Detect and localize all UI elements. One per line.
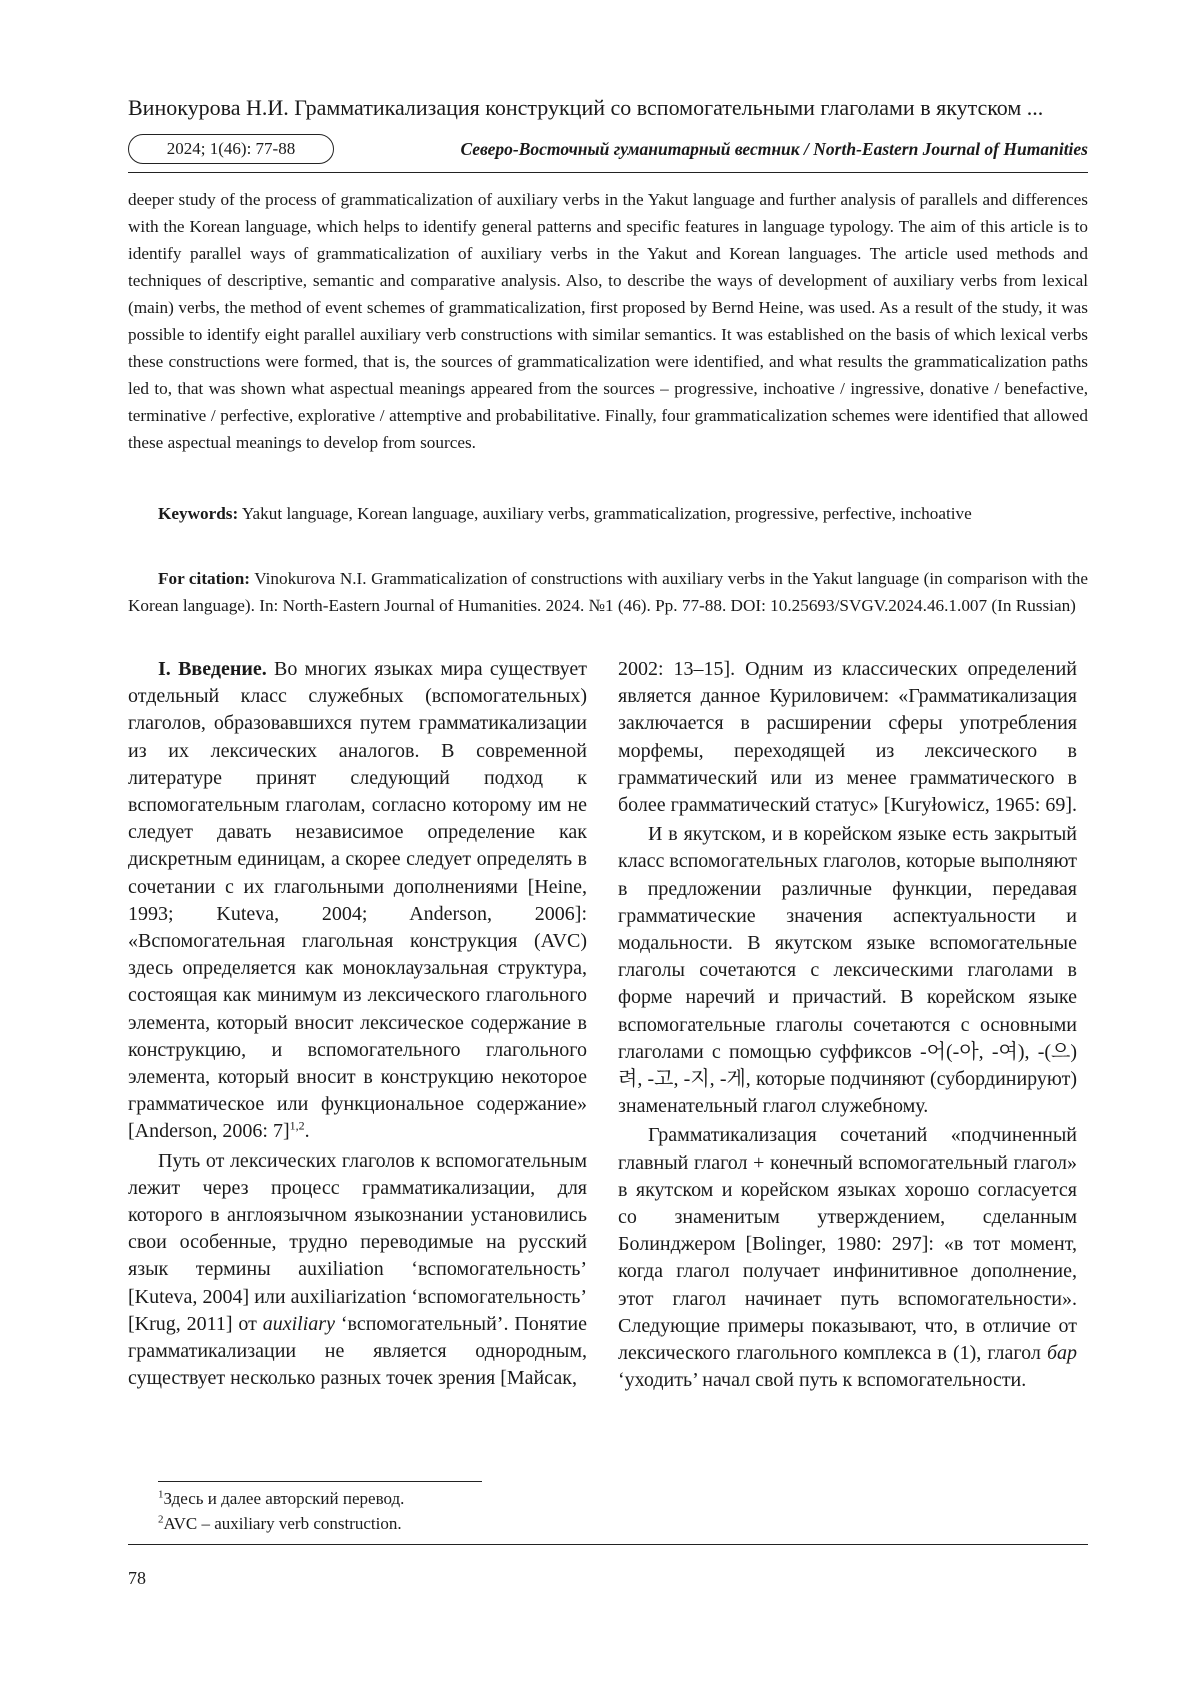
footnote-ref: 1,2 [289, 1118, 305, 1133]
citation-label: For citation: [158, 569, 251, 588]
footnote [158, 1486, 588, 1511]
section-heading: I. Введение. [158, 658, 267, 680]
footnote-text: AVC – auxiliary verb construction. [163, 1514, 402, 1533]
body-paragraph: И в якутском, и в корейском языке есть закрытый класс вспомогательных глаголов, которые выполняют в предложении различные функции, передавая грамматические значения аспектуальности и модальности. В якутском языке вспомогательные глаголы сочетаются с лексическими глаголами в форме наречий и причастий. В корейском языке вспомогательные глаголы сочетаются с основными глаголами с помощью суффиксов -어(-아, -여), -(으)려, -고, -지, -게, которые подчиняют (субординируют) знаменательный глагол служебному. [618, 823, 1077, 1118]
body-column-left [128, 656, 587, 1394]
footnote-rule [158, 1481, 482, 1482]
keywords [128, 500, 1088, 527]
paragraph-text-end: ‘вспомогательный’. Понятие грамматикализации не является однородным, существует несколько разных точек зрения [Майсак, [128, 1312, 587, 1390]
citation-text: Vinokurova N.I. Grammaticalization of constructions with auxiliary verbs in the Yakut language (in comparison with the Korean language). In: North-Eastern Journal of Humanities. 2024. №1 (46). Pp. 77-88. DOI: 10.25693/SVGV.2024.46.1.007 (In Russian) [128, 569, 1088, 615]
issue-badge: 2024; 1(46): 77-88 [128, 134, 334, 164]
italic-term: auxiliary [262, 1312, 335, 1335]
keywords-text: Yakut language, Korean language, auxiliary verbs, grammaticalization, progressive, perfective, inchoative [238, 504, 972, 523]
body-paragraph: 2002: 13–15]. Одним из классических определений является данное Куриловичем: «Грамматикализация заключается в расширении сферы употребления морфемы, переходящей из лексического в грамматический или из менее грамматического в более грамматический статус» [Kuryłowicz, 1965: 69]. [618, 658, 1078, 817]
journal-name: Северо-Восточный гуманитарный вестник / North-Eastern Journal of Humanities [460, 139, 1088, 159]
page-number: 78 [128, 1568, 146, 1588]
footnote [158, 1511, 588, 1536]
footnote-mark: 2 [158, 1513, 164, 1526]
footnotes [158, 1486, 588, 1536]
footnote-mark: 1 [158, 1488, 164, 1501]
italic-term: бар [1046, 1342, 1077, 1365]
body-paragraph [128, 1148, 587, 1393]
body-paragraph [618, 1122, 1077, 1394]
footer-rule [128, 1544, 1088, 1545]
journal-bar [128, 134, 1088, 166]
paragraph-text: Грамматикализация сочетаний «подчиненный главный глагол + конечный вспомогательный глагол» в якутском и корейском языках хорошо согласуется со знаменитым утверждением, сделанным Болинджером [Bolinger, 1980: 297]: «в тот момент, когда глагол получает инфинитивное дополнение, этот глагол начинает путь вспомогательности». Следующие примеры показывают, что, в отличие от лексического глагольного комплекса в (1), глагол [618, 1124, 1077, 1365]
abstract-text: deeper study of the process of grammaticalization of auxiliary verbs in the Yakut language and further analysis of parallels and differences with the Korean language, which helps to identify general patterns and specific features in language typology. The aim of this article is to identify parallel ways of grammaticalization of auxiliary verbs in the Yakut and Korean languages. The article used methods and techniques of descriptive, semantic and comparative analysis. Also, to describe the ways of development of auxiliary verbs from lexical (main) verbs, the method of event schemes of grammaticalization, first proposed by Bernd Heine, was used. As a result of the study, it was possible to identify eight parallel auxiliary verb constructions with similar semantics. It was established on the basis of which lexical verbs these constructions were formed, that is, the sources of grammaticalization were identified, and what results the grammaticalization paths led to, that was shown what aspectual meanings appeared from the sources – progressive, inchoative / ingressive, donative / benefactive, terminative / perfective, explorative / attemptive and probabilitative. Finally, four grammaticalization schemes were identified that allowed these aspectual meanings to develop from sources. [128, 190, 1088, 452]
citation [128, 565, 1088, 619]
keywords-label: Keywords: [158, 504, 239, 523]
footnote-text: Здесь и далее авторский перевод. [163, 1489, 405, 1508]
paragraph-text: Во многих языках мира существует отдельный класс служебных (вспомогательных) глаголов, образовавшихся путем грамматикализации из их лексических аналогов. В современной литературе принят следующий подход к вспомогательным глаголам, согласно которому им не следует давать независимое определение как дискретным единицам, а скорее следует определять в сочетании с их глагольными дополнениями [Heine, 1993; Kuteva, 2004; Anderson, 2006]: «Вспомогательная глагольная конструкция (AVC) здесь определяется как моноклаузальная структура, состоящая как минимум из лексического глагольного элемента, который вносит лексическое содержание в конструкцию, и вспомогательного глагольного элемента, который вносит в конструкцию некоторое грамматическое или функциональное содержание» [Anderson, 2006: 7] [128, 658, 587, 1143]
paragraph-text-end: . [304, 1120, 310, 1143]
paragraph-text: Путь от лексических глаголов к вспомогательным лежит через процесс грамматикализации, для которого в англоязычном языкознании установились свои особенные, трудно переводимые на русский язык термины auxiliation ‘вспомогательность’ [Kuteva, 2004] или auxiliarization ‘вспомогательность’ [Krug, 2011] от [128, 1149, 587, 1335]
body-column-right [618, 656, 1077, 1396]
body-paragraph [128, 656, 587, 1146]
header-rule [128, 172, 1088, 173]
running-title: Винокурова Н.И. Грамматикализация конструкций со вспомогательными глаголами в якутском ... [128, 95, 1044, 120]
paragraph-text-end: ‘уходить’ начал свой путь к вспомогательности. [618, 1369, 1027, 1392]
